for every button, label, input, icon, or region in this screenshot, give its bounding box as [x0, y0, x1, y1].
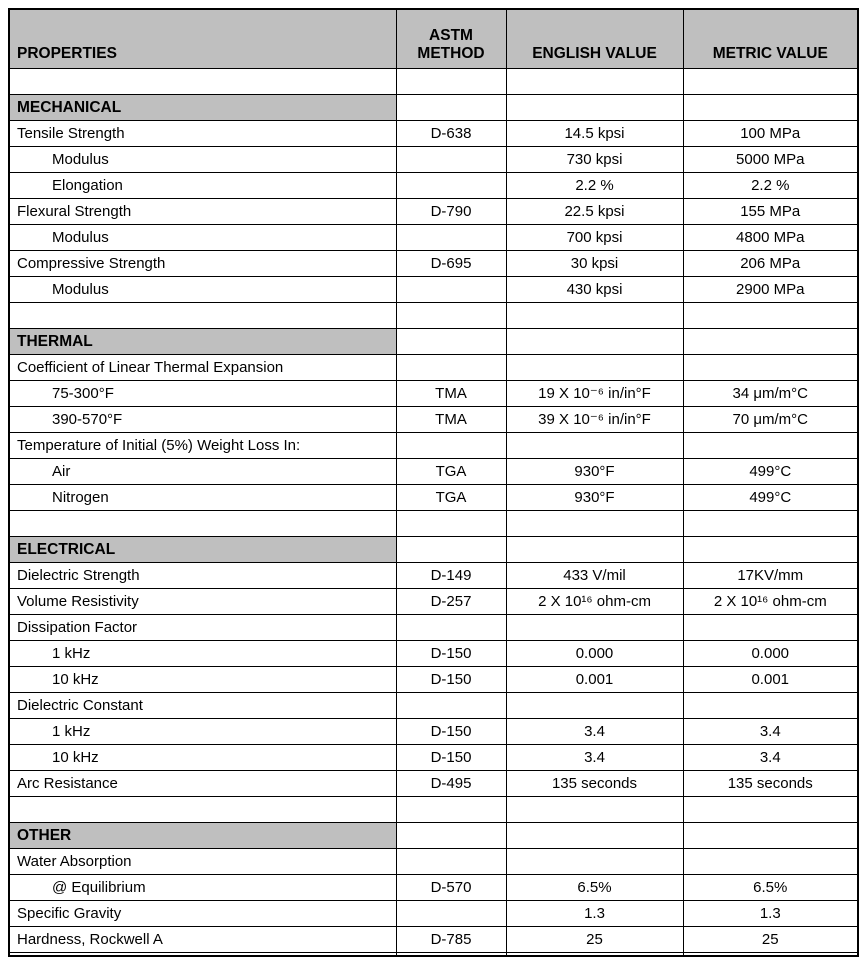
table-row — [9, 719, 858, 745]
metric-cell — [683, 953, 858, 957]
property-cell: Elongation — [9, 173, 396, 199]
table-row — [9, 641, 858, 667]
table-row — [9, 693, 858, 719]
metric-cell: 34 μm/m°C — [683, 381, 858, 407]
table-row — [9, 667, 858, 693]
table-row — [9, 589, 858, 615]
english-cell — [506, 693, 683, 719]
astm-cell — [396, 329, 506, 355]
table-row — [9, 407, 858, 433]
astm-cell: D-149 — [396, 563, 506, 589]
english-cell: 3.4 — [506, 719, 683, 745]
astm-cell — [396, 225, 506, 251]
property-cell: Nitrogen — [9, 485, 396, 511]
metric-cell — [683, 433, 858, 459]
english-cell — [506, 537, 683, 563]
metric-cell: 17KV/mm — [683, 563, 858, 589]
table-header — [9, 9, 858, 69]
property-cell — [9, 303, 396, 329]
english-cell: 135 seconds — [506, 771, 683, 797]
astm-cell — [396, 615, 506, 641]
empty-row — [9, 511, 858, 537]
astm-cell: D-790 — [396, 199, 506, 225]
empty-row — [9, 303, 858, 329]
col-header-metric-value: METRIC VALUE — [683, 9, 858, 69]
table-row — [9, 485, 858, 511]
property-cell: Arc Resistance — [9, 771, 396, 797]
metric-cell: 4800 MPa — [683, 225, 858, 251]
english-cell — [506, 615, 683, 641]
metric-cell — [683, 511, 858, 537]
table-row — [9, 355, 858, 381]
english-cell: 430 kpsi — [506, 277, 683, 303]
metric-cell: 3.4 — [683, 719, 858, 745]
property-cell: MECHANICAL — [9, 95, 396, 121]
property-cell: 10 kHz — [9, 745, 396, 771]
astm-cell — [396, 95, 506, 121]
property-cell: Dielectric Strength — [9, 563, 396, 589]
table-body — [9, 69, 858, 957]
empty-row — [9, 953, 858, 957]
table-row — [9, 147, 858, 173]
metric-cell — [683, 537, 858, 563]
metric-cell: 499°C — [683, 485, 858, 511]
property-cell: Air — [9, 459, 396, 485]
astm-cell — [396, 355, 506, 381]
property-cell: Specific Gravity — [9, 901, 396, 927]
property-cell: 1 kHz — [9, 719, 396, 745]
metric-cell: 100 MPa — [683, 121, 858, 147]
metric-cell — [683, 329, 858, 355]
col-header-english-value: ENGLISH VALUE — [506, 9, 683, 69]
astm-cell — [396, 433, 506, 459]
english-cell: 39 X 10⁻⁶ in/in°F — [506, 407, 683, 433]
metric-cell — [683, 849, 858, 875]
english-cell: 6.5% — [506, 875, 683, 901]
english-cell — [506, 823, 683, 849]
property-cell — [9, 797, 396, 823]
metric-cell — [683, 355, 858, 381]
empty-row — [9, 69, 858, 95]
property-cell — [9, 511, 396, 537]
english-cell — [506, 953, 683, 957]
metric-cell: 2 X 10¹⁶ ohm-cm — [683, 589, 858, 615]
metric-cell: 0.000 — [683, 641, 858, 667]
table-row — [9, 251, 858, 277]
property-cell: 1 kHz — [9, 641, 396, 667]
property-cell: 10 kHz — [9, 667, 396, 693]
property-cell — [9, 69, 396, 95]
english-cell — [506, 95, 683, 121]
english-cell — [506, 433, 683, 459]
table-row — [9, 927, 858, 953]
metric-cell: 3.4 — [683, 745, 858, 771]
astm-cell — [396, 953, 506, 957]
property-cell: Hardness, Rockwell A — [9, 927, 396, 953]
astm-cell: D-785 — [396, 927, 506, 953]
property-cell: Compressive Strength — [9, 251, 396, 277]
metric-cell: 5000 MPa — [683, 147, 858, 173]
property-cell: Modulus — [9, 277, 396, 303]
english-cell: 25 — [506, 927, 683, 953]
property-cell: 75-300°F — [9, 381, 396, 407]
english-cell: 700 kpsi — [506, 225, 683, 251]
astm-cell: D-150 — [396, 719, 506, 745]
astm-cell: D-570 — [396, 875, 506, 901]
astm-cell: TMA — [396, 407, 506, 433]
english-cell: 0.000 — [506, 641, 683, 667]
english-cell: 0.001 — [506, 667, 683, 693]
metric-cell — [683, 95, 858, 121]
astm-cell: D-150 — [396, 667, 506, 693]
astm-cell — [396, 849, 506, 875]
english-cell: 22.5 kpsi — [506, 199, 683, 225]
english-cell — [506, 69, 683, 95]
properties-table — [8, 8, 859, 957]
astm-cell: D-495 — [396, 771, 506, 797]
table-row — [9, 875, 858, 901]
metric-cell — [683, 615, 858, 641]
astm-cell — [396, 277, 506, 303]
astm-cell: TGA — [396, 459, 506, 485]
empty-row — [9, 797, 858, 823]
metric-cell: 0.001 — [683, 667, 858, 693]
table-row — [9, 433, 858, 459]
col-header-properties: PROPERTIES — [9, 9, 396, 69]
metric-cell — [683, 823, 858, 849]
property-cell: 390-570°F — [9, 407, 396, 433]
english-cell: 14.5 kpsi — [506, 121, 683, 147]
table-row — [9, 745, 858, 771]
metric-cell: 155 MPa — [683, 199, 858, 225]
english-cell: 3.4 — [506, 745, 683, 771]
astm-cell — [396, 823, 506, 849]
property-cell: Flexural Strength — [9, 199, 396, 225]
property-cell: @ Equilibrium — [9, 875, 396, 901]
table-row — [9, 173, 858, 199]
header-row — [9, 9, 858, 69]
english-cell: 730 kpsi — [506, 147, 683, 173]
metric-cell — [683, 69, 858, 95]
table-row — [9, 459, 858, 485]
property-cell: Water Absorption — [9, 849, 396, 875]
metric-cell: 6.5% — [683, 875, 858, 901]
table-row — [9, 901, 858, 927]
astm-cell: TMA — [396, 381, 506, 407]
section-row — [9, 823, 858, 849]
english-cell: 930°F — [506, 459, 683, 485]
english-cell: 19 X 10⁻⁶ in/in°F — [506, 381, 683, 407]
property-cell: Volume Resistivity — [9, 589, 396, 615]
english-cell — [506, 511, 683, 537]
english-cell — [506, 355, 683, 381]
astm-cell — [396, 693, 506, 719]
table-row — [9, 199, 858, 225]
table-row — [9, 849, 858, 875]
astm-cell — [396, 511, 506, 537]
astm-cell: TGA — [396, 485, 506, 511]
property-cell: Modulus — [9, 147, 396, 173]
property-cell: THERMAL — [9, 329, 396, 355]
astm-cell — [396, 303, 506, 329]
astm-cell — [396, 901, 506, 927]
table-row — [9, 771, 858, 797]
metric-cell: 70 μm/m°C — [683, 407, 858, 433]
table-row — [9, 121, 858, 147]
english-cell: 1.3 — [506, 901, 683, 927]
astm-cell: D-257 — [396, 589, 506, 615]
section-row — [9, 95, 858, 121]
astm-cell — [396, 147, 506, 173]
astm-cell — [396, 537, 506, 563]
table-row — [9, 563, 858, 589]
table-row — [9, 381, 858, 407]
property-cell: Dissipation Factor — [9, 615, 396, 641]
metric-cell: 499°C — [683, 459, 858, 485]
english-cell — [506, 849, 683, 875]
metric-cell — [683, 303, 858, 329]
astm-cell — [396, 69, 506, 95]
section-row — [9, 537, 858, 563]
english-cell — [506, 303, 683, 329]
astm-cell: D-150 — [396, 641, 506, 667]
english-cell: 2 X 10¹⁶ ohm-cm — [506, 589, 683, 615]
property-cell: Dielectric Constant — [9, 693, 396, 719]
property-cell: ELECTRICAL — [9, 537, 396, 563]
astm-cell — [396, 797, 506, 823]
property-cell: OTHER — [9, 823, 396, 849]
astm-cell: D-638 — [396, 121, 506, 147]
table-row — [9, 277, 858, 303]
property-cell: Temperature of Initial (5%) Weight Loss In: — [9, 433, 396, 459]
metric-cell: 2900 MPa — [683, 277, 858, 303]
metric-cell: 206 MPa — [683, 251, 858, 277]
property-cell: Coefficient of Linear Thermal Expansion — [9, 355, 396, 381]
col-header-astm-method: ASTM METHOD — [396, 9, 506, 69]
property-cell: Modulus — [9, 225, 396, 251]
property-cell: Tensile Strength — [9, 121, 396, 147]
property-cell — [9, 953, 396, 957]
english-cell — [506, 329, 683, 355]
english-cell: 30 kpsi — [506, 251, 683, 277]
english-cell: 930°F — [506, 485, 683, 511]
metric-cell: 1.3 — [683, 901, 858, 927]
english-cell: 433 V/mil — [506, 563, 683, 589]
metric-cell: 135 seconds — [683, 771, 858, 797]
section-row — [9, 329, 858, 355]
astm-cell — [396, 173, 506, 199]
english-cell — [506, 797, 683, 823]
astm-cell: D-150 — [396, 745, 506, 771]
metric-cell — [683, 797, 858, 823]
metric-cell: 2.2 % — [683, 173, 858, 199]
table-row — [9, 615, 858, 641]
astm-cell: D-695 — [396, 251, 506, 277]
english-cell: 2.2 % — [506, 173, 683, 199]
table-row — [9, 225, 858, 251]
metric-cell — [683, 693, 858, 719]
metric-cell: 25 — [683, 927, 858, 953]
